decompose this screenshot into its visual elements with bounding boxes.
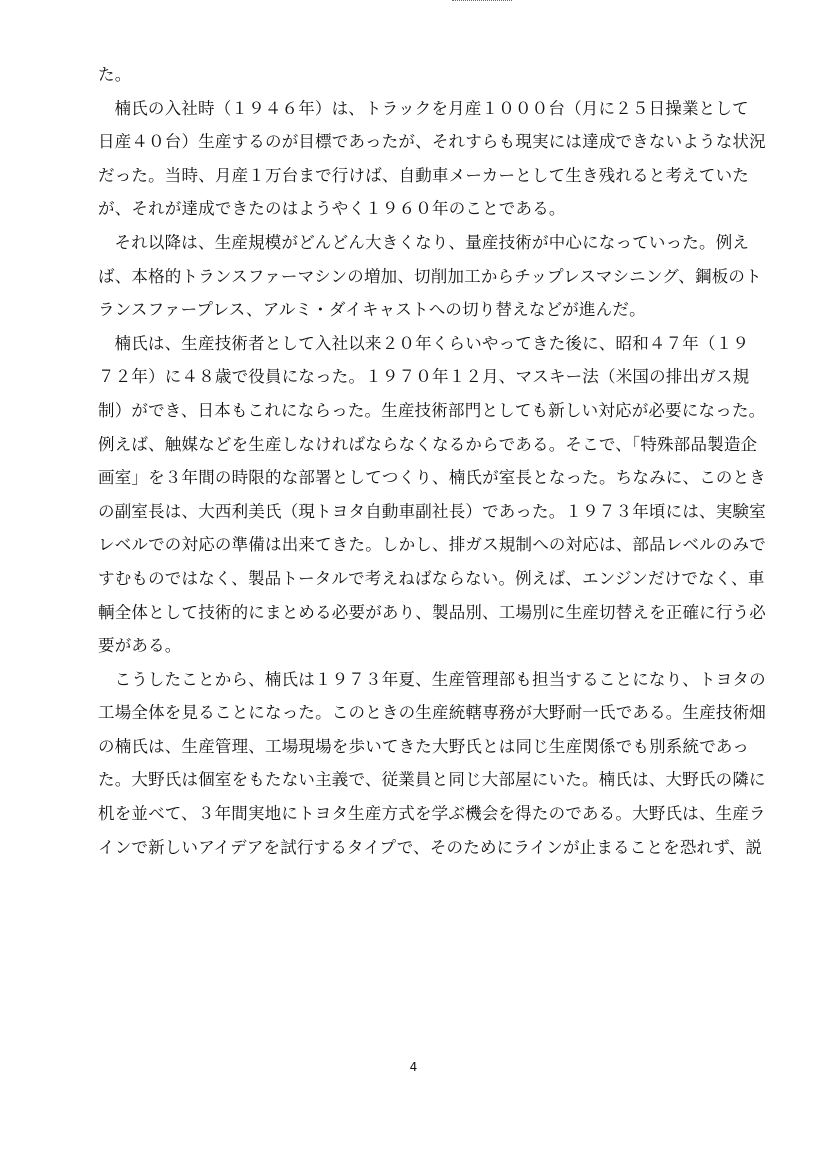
text-line: 要がある。 xyxy=(98,636,182,656)
text-line: 画室」を３年間の時限的な部署としてつくり、楠氏が室長となった。ちなみに、このとき xyxy=(98,468,766,488)
text-line: こうしたことから、楠氏は１９７３年夏、生産管理部も担当することになり、トヨタの xyxy=(114,669,766,689)
text-line: だった。当時、月産１万台まで行けば、自動車メーカーとして生き残れると考えていた xyxy=(98,165,749,185)
text-line: の楠氏は、生産管理、工場現場を歩いてきた大野氏とは同じ生産関係でも別系統であっ xyxy=(98,736,750,756)
text-line: ７２年）に４８歳で役員になった。１９７０年１２月、マスキー法（米国の排出ガス規 xyxy=(98,367,750,387)
body-text xyxy=(98,58,778,864)
paragraph xyxy=(98,226,778,327)
text-line: 制）ができ、日本もこれにならった。生産技術部門としても新しい対応が必要になった。 xyxy=(98,400,766,420)
text-line: 楠氏は、生産技術者として入社以来２０年くらいやってきた後に、昭和４７年（１９ xyxy=(114,333,750,353)
text-line: た。 xyxy=(98,65,132,84)
paragraph xyxy=(98,663,778,865)
text-line: ランスファープレス、アルミ・ダイキャストへの切り替えなどが進んだ。 xyxy=(98,300,646,320)
text-line: の副室長は、大西利美氏（現トヨタ自動車副社長）であった。１９７３年頃には、実験室 xyxy=(98,501,766,521)
text-line: た。大野氏は個室をもたない主義で、従業員と同じ大部屋にいた。楠氏は、大野氏の隣に xyxy=(98,770,766,790)
paragraph xyxy=(98,327,778,663)
page-number: 4 xyxy=(409,1060,418,1074)
text-line: インで新しいアイデアを試行するタイプで、そのためにラインが止まることを恐れず、説 xyxy=(98,837,763,857)
text-line: 楠氏の入社時（１９４６年）は、トラックを月産１０００台（月に２５日操業として xyxy=(114,98,749,118)
scan-mark xyxy=(452,0,512,7)
text-line: 日産４０台）生産するのが目標であったが、それすらも現実には達成できないような状況 xyxy=(98,132,766,152)
text-line: レベルでの対応の準備は出来てきた。しかし、排ガス規制への対応は、部品レベルのみで xyxy=(98,535,766,555)
text-line: それ以降は、生産規模がどんどん大きくなり、量産技術が中心になっていった。例え xyxy=(114,232,750,252)
text-line: すむものではなく、製品トータルで考えねばならない。例えば、エンジンだけでなく、車 xyxy=(98,568,765,588)
text-line: 机を並べて、３年間実地にトヨタ生産方式を学ぶ機会を得たのである。大野氏は、生産ラ xyxy=(98,804,766,824)
text-line: が、それが達成できたのはようやく１９６０年のことである。 xyxy=(98,199,566,219)
text-line: 輌全体として技術的にまとめる必要があり、製品別、工場別に生産切替えを正確に行う必 xyxy=(98,602,766,622)
paragraph xyxy=(98,92,778,226)
text-line: 例えば、触媒などを生産しなければならなくなるからである。そこで、「特殊部品製造企 xyxy=(98,434,758,454)
paragraph xyxy=(98,58,778,92)
text-line: ば、本格的トランスファーマシンの増加、切削加工からチップレスマシニング、鋼板のト xyxy=(98,266,762,286)
text-line: 工場全体を見ることになった。このときの生産統轄専務が大野耐一氏である。生産技術畑 xyxy=(98,703,766,723)
